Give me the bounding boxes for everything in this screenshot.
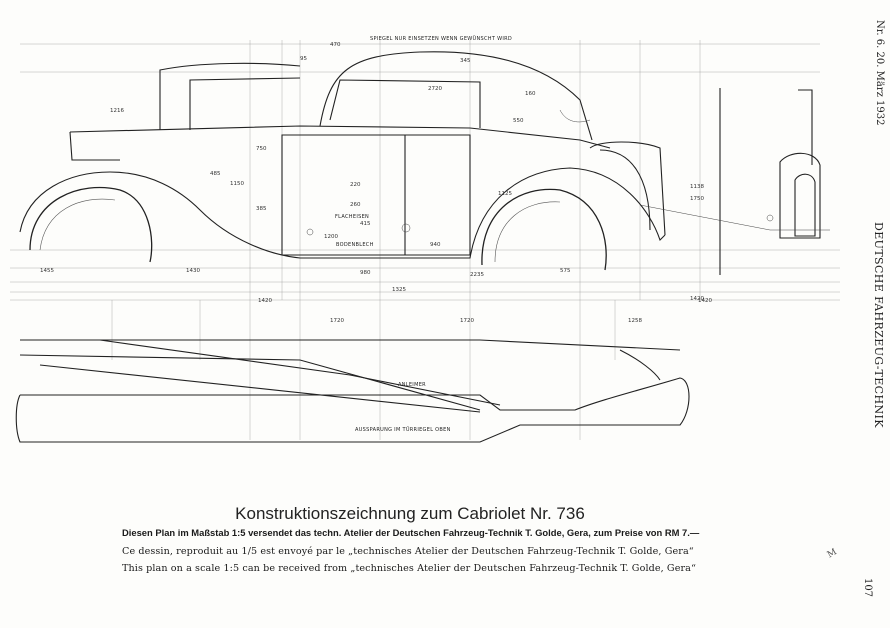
magazine-name: DEUTSCHE FAHRZEUG-TECHNIK: [872, 222, 885, 428]
dim-3: 2235: [470, 272, 484, 278]
dim-12: 575: [560, 268, 571, 274]
caption-french: Ce dessin, reproduit au 1/5 est envoyé par le „technisches Atelier der Deutschen Fahrzeug-Technik T. Golde, Gera“: [122, 546, 694, 557]
dim-17: 485: [210, 171, 221, 177]
kick-label: ANLEIMER: [398, 382, 426, 388]
running-header: [867, 20, 887, 428]
issue-date: Nr. 6. 20. März 1932: [874, 20, 885, 126]
dim-1: 1420: [258, 298, 272, 304]
caption-german: Diesen Plan im Maßstab 1:5 versendet das techn. Atelier der Deutschen Fahrzeug-Technik T. Golde, Gera, zum Preise von RM 7.—: [122, 527, 700, 538]
dim-2: 1420: [698, 298, 712, 304]
dim-4: 980: [360, 270, 371, 276]
floor-label: BODENBLECH: [336, 242, 374, 248]
cutout-label: AUSSPARUNG IM TÜRRIEGEL OBEN: [355, 427, 451, 433]
dim-9: 1200: [324, 234, 338, 240]
dim-20: 1125: [498, 191, 512, 197]
dim-21: 2720: [428, 86, 442, 92]
dim-6: 1216: [110, 108, 124, 114]
dim-27: 1720: [460, 318, 474, 324]
mirror-note: SPIEGEL NUR EINSETZEN WENN GEWÜNSCHT WIRD: [370, 36, 513, 42]
dim-0: 1325: [392, 287, 406, 293]
dim-8: 940: [430, 242, 441, 248]
drawing-title: Konstruktionszeichnung zum Cabriolet Nr. 736: [235, 504, 585, 523]
ink-mark: M: [825, 547, 839, 561]
dim-14: 1150: [230, 181, 244, 187]
caption-english: This plan on a scale 1:5 can be received from „technisches Atelier der Deutschen Fahrzeug-Technik T. Golde, Gera“: [122, 563, 696, 574]
dim-24: 470: [330, 42, 341, 48]
dim-5: 1430: [186, 268, 200, 274]
flacheisen-label: FLACHEISEN: [335, 214, 370, 220]
dim-25: 1258: [628, 318, 642, 324]
dim-15: 160: [525, 91, 536, 97]
dim-23: 95: [300, 56, 307, 62]
dim-19: 415: [360, 221, 371, 227]
dim-11: 260: [350, 202, 361, 208]
dim-7: 1455: [40, 268, 54, 274]
dim-29: 1138: [690, 184, 704, 190]
dim-13: 750: [256, 146, 267, 152]
dim-22: 345: [460, 58, 471, 64]
page-number: 107: [862, 577, 874, 598]
dim-18: 385: [256, 206, 267, 212]
dim-16: 550: [513, 118, 524, 124]
dim-30: 1420: [690, 296, 704, 302]
dim-10: 220: [350, 182, 361, 188]
dim-28: 1750: [690, 196, 704, 202]
dim-26: 1720: [330, 318, 344, 324]
